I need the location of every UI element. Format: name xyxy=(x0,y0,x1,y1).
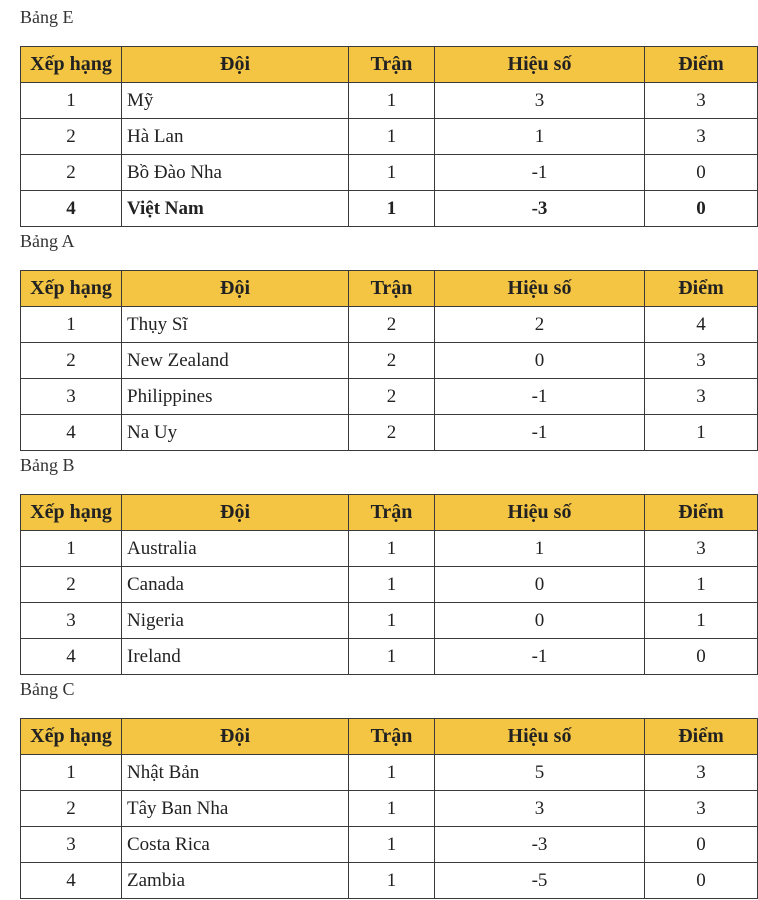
cell-team: Thụy Sĩ xyxy=(122,307,349,343)
header-played: Trận xyxy=(349,47,435,83)
standings-table-group-c xyxy=(20,718,758,899)
standings-table-group-b xyxy=(20,494,758,675)
table-row xyxy=(21,531,758,567)
table-row xyxy=(21,791,758,827)
table-row xyxy=(21,567,758,603)
cell-team: Ireland xyxy=(122,639,349,675)
cell-rank: 2 xyxy=(21,567,122,603)
header-rank: Xếp hạng xyxy=(21,495,122,531)
cell-goal-difference: 0 xyxy=(435,567,645,603)
table-row xyxy=(21,415,758,451)
cell-points: 3 xyxy=(645,791,758,827)
cell-team: Việt Nam xyxy=(122,191,349,227)
header-goal-difference: Hiệu số xyxy=(435,495,645,531)
table-row xyxy=(21,83,758,119)
cell-rank: 1 xyxy=(21,531,122,567)
header-points: Điểm xyxy=(645,495,758,531)
cell-goal-difference: 2 xyxy=(435,307,645,343)
cell-goal-difference: 1 xyxy=(435,531,645,567)
group-title-e: Bảng E xyxy=(20,7,74,27)
table-row xyxy=(21,155,758,191)
cell-points: 3 xyxy=(645,119,758,155)
cell-goal-difference: -1 xyxy=(435,415,645,451)
header-points: Điểm xyxy=(645,271,758,307)
cell-team: Costa Rica xyxy=(122,827,349,863)
cell-points: 0 xyxy=(645,827,758,863)
table-header-row xyxy=(21,495,758,531)
cell-rank: 4 xyxy=(21,639,122,675)
table-row xyxy=(21,343,758,379)
cell-rank: 2 xyxy=(21,155,122,191)
header-goal-difference: Hiệu số xyxy=(435,719,645,755)
cell-played: 1 xyxy=(349,827,435,863)
cell-team: Nigeria xyxy=(122,603,349,639)
cell-rank: 2 xyxy=(21,343,122,379)
cell-team: Hà Lan xyxy=(122,119,349,155)
cell-points: 0 xyxy=(645,639,758,675)
cell-goal-difference: 5 xyxy=(435,755,645,791)
cell-rank: 2 xyxy=(21,791,122,827)
header-points: Điểm xyxy=(645,47,758,83)
table-row xyxy=(21,827,758,863)
cell-goal-difference: 3 xyxy=(435,83,645,119)
cell-team: Canada xyxy=(122,567,349,603)
cell-team: Philippines xyxy=(122,379,349,415)
header-goal-difference: Hiệu số xyxy=(435,271,645,307)
cell-points: 3 xyxy=(645,531,758,567)
cell-team: Zambia xyxy=(122,863,349,899)
cell-goal-difference: -1 xyxy=(435,155,645,191)
cell-goal-difference: -5 xyxy=(435,863,645,899)
cell-goal-difference: -1 xyxy=(435,379,645,415)
cell-goal-difference: 0 xyxy=(435,343,645,379)
table-row xyxy=(21,119,758,155)
cell-rank: 4 xyxy=(21,863,122,899)
cell-played: 1 xyxy=(349,567,435,603)
header-rank: Xếp hạng xyxy=(21,271,122,307)
header-team: Đội xyxy=(122,47,349,83)
header-rank: Xếp hạng xyxy=(21,719,122,755)
cell-rank: 1 xyxy=(21,307,122,343)
cell-rank: 3 xyxy=(21,379,122,415)
table-row xyxy=(21,603,758,639)
header-team: Đội xyxy=(122,719,349,755)
cell-rank: 2 xyxy=(21,119,122,155)
header-played: Trận xyxy=(349,271,435,307)
cell-goal-difference: -3 xyxy=(435,827,645,863)
cell-points: 3 xyxy=(645,379,758,415)
cell-played: 1 xyxy=(349,531,435,567)
cell-points: 3 xyxy=(645,755,758,791)
cell-played: 2 xyxy=(349,379,435,415)
cell-rank: 1 xyxy=(21,83,122,119)
cell-points: 1 xyxy=(645,603,758,639)
table-header-row xyxy=(21,47,758,83)
cell-points: 0 xyxy=(645,155,758,191)
cell-goal-difference: 1 xyxy=(435,119,645,155)
cell-points: 1 xyxy=(645,415,758,451)
header-team: Đội xyxy=(122,271,349,307)
cell-team: Mỹ xyxy=(122,83,349,119)
cell-played: 1 xyxy=(349,155,435,191)
cell-rank: 3 xyxy=(21,603,122,639)
table-row xyxy=(21,755,758,791)
cell-played: 1 xyxy=(349,191,435,227)
table-row xyxy=(21,863,758,899)
table-header-row xyxy=(21,719,758,755)
cell-played: 2 xyxy=(349,307,435,343)
cell-team: Nhật Bản xyxy=(122,755,349,791)
cell-points: 1 xyxy=(645,567,758,603)
cell-played: 2 xyxy=(349,343,435,379)
cell-team: Bồ Đào Nha xyxy=(122,155,349,191)
cell-team: Australia xyxy=(122,531,349,567)
cell-played: 1 xyxy=(349,791,435,827)
cell-goal-difference: -1 xyxy=(435,639,645,675)
group-title-a: Bảng A xyxy=(20,231,75,251)
header-team: Đội xyxy=(122,495,349,531)
table-row-highlighted xyxy=(21,191,758,227)
header-rank: Xếp hạng xyxy=(21,47,122,83)
cell-rank: 4 xyxy=(21,191,122,227)
cell-rank: 4 xyxy=(21,415,122,451)
cell-played: 2 xyxy=(349,415,435,451)
table-row xyxy=(21,379,758,415)
cell-goal-difference: 0 xyxy=(435,603,645,639)
cell-points: 0 xyxy=(645,863,758,899)
cell-points: 4 xyxy=(645,307,758,343)
standings-table-group-e xyxy=(20,46,758,227)
cell-played: 1 xyxy=(349,755,435,791)
header-played: Trận xyxy=(349,719,435,755)
cell-rank: 1 xyxy=(21,755,122,791)
cell-team: New Zealand xyxy=(122,343,349,379)
cell-rank: 3 xyxy=(21,827,122,863)
table-row xyxy=(21,639,758,675)
cell-goal-difference: -3 xyxy=(435,191,645,227)
group-title-c: Bảng C xyxy=(20,679,75,699)
cell-played: 1 xyxy=(349,863,435,899)
cell-played: 1 xyxy=(349,83,435,119)
header-points: Điểm xyxy=(645,719,758,755)
standings-table-group-a xyxy=(20,270,758,451)
table-row xyxy=(21,307,758,343)
cell-played: 1 xyxy=(349,639,435,675)
cell-points: 3 xyxy=(645,343,758,379)
group-title-b: Bảng B xyxy=(20,455,75,475)
header-goal-difference: Hiệu số xyxy=(435,47,645,83)
cell-goal-difference: 3 xyxy=(435,791,645,827)
cell-points: 0 xyxy=(645,191,758,227)
cell-played: 1 xyxy=(349,119,435,155)
cell-played: 1 xyxy=(349,603,435,639)
table-header-row xyxy=(21,271,758,307)
cell-team: Tây Ban Nha xyxy=(122,791,349,827)
cell-points: 3 xyxy=(645,83,758,119)
cell-team: Na Uy xyxy=(122,415,349,451)
header-played: Trận xyxy=(349,495,435,531)
